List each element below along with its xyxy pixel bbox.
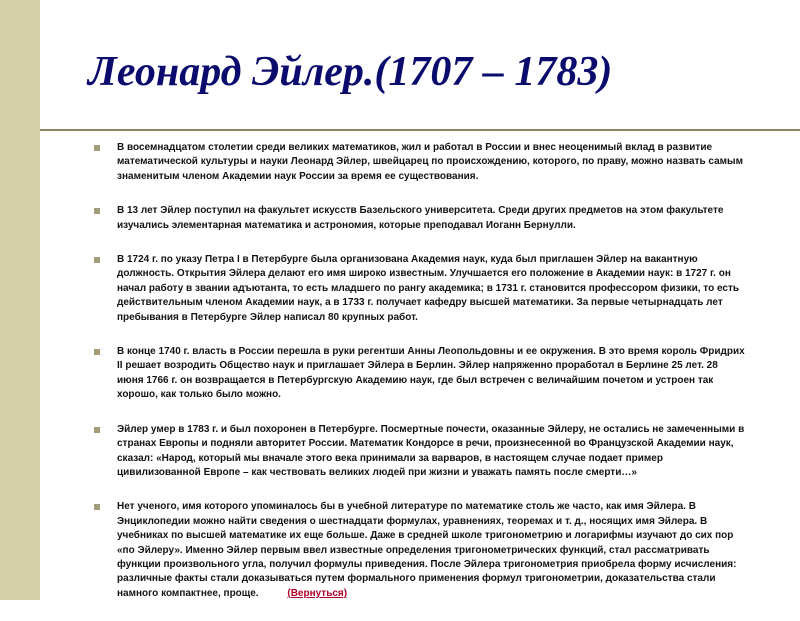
paragraph-text: В конце 1740 г. власть в России перешла в руки регентши Анны Леопольдовны и ее окружения. В это время король Фридрих II решает возродить Общество наук и приглашает Эйлера в Берлин. Эйлер напряженно проработал в Берлине 25 лет. 28 июня 1766 г. он возвращается в Петербургскую Академию наук, где был встречен с величайшим почетом и устроен так хорошо, как только было можно. bbox=[117, 346, 745, 401]
back-link[interactable]: (Вернуться) bbox=[287, 587, 348, 599]
paragraph-intro bbox=[117, 141, 747, 184]
paragraph-text: В восемнадцатом столетии среди великих математиков, жил и работал в России и внес неоценимый вклад в развитие математической культуры и науки Леонард Эйлер, швейцарец по происхождению, которого, по праву, можно назвать самым знаменитым членом Академии наук России за время ее существования. bbox=[117, 142, 743, 182]
bullet-square-icon bbox=[94, 504, 100, 510]
paragraph-text: Эйлер умер в 1783 г. и был похоронен в Петербурге. Посмертные почести, оказанные Эйлеру, не остались не замеченными в странах Европы и подняли авторитет России. Математик Кондорсе в речи, произнесенной во Французской Академии наук, сказал: «Народ, который мы вначале этого века принимали за варваров, в настоящем случае подает пример цивилизованной Европе – как чествовать великих людей при жизни и уважать память после смерти…» bbox=[117, 423, 745, 478]
slide-body bbox=[117, 141, 747, 621]
paragraph-petersburg bbox=[117, 253, 747, 325]
bullet-square-icon bbox=[94, 427, 100, 433]
slide-title: Леонард Эйлер.(1707 – 1783) bbox=[88, 49, 613, 95]
bullet-square-icon bbox=[94, 349, 100, 355]
left-accent-bar bbox=[0, 0, 40, 600]
paragraph-death bbox=[117, 423, 747, 481]
bullet-square-icon bbox=[94, 257, 100, 263]
paragraph-legacy bbox=[117, 500, 747, 601]
paragraph-education bbox=[117, 204, 747, 233]
paragraph-text: В 13 лет Эйлер поступил на факультет искусств Базельского университета. Среди других предметов на этом факультете изучались элементарная математика и астрономия, которые преподавал Иоганн Бернулли. bbox=[117, 205, 724, 231]
paragraph-text: В 1724 г. по указу Петра I в Петербурге была организована Академия наук, куда был приглашен Эйлер на вакантную должность. Открытия Эйлера делают его имя широко известным. Улучшается его положение в Академии наук: в 1727 г. он начал работу в звании адъютанта, то есть младшего по рангу академика; в 1731 г. становится профессором физики, то есть действительным членом Академии наук, а в 1733 г. получает кафедру высшей математики. За первые четырнадцать лет пребывания в Петербурге Эйлер написал 80 крупных работ. bbox=[117, 254, 739, 323]
paragraph-text: Нет ученого, имя которого упоминалось бы в учебной литературе по математике столь же часто, как имя Эйлера. В Энциклопедии можно найти сведения о шестнадцати формулах, уравнениях, теоремах и т. д., носящих имя Эйлера. В учебниках по высшей математике их еще больше. Даже в средней школе тригонометрию и логарифмы изучают до сих пор «по Эйлеру». Именно Эйлер первым ввел известные определения тригонометрических функций, стал рассматривать функции произвольного угла, получил формулы приведения. После Эйлера тригонометрия приобрела форму исчисления: различные факты стали доказываться путем формального применения формул тригонометрии, доказательства стали намного компактнее, проще. bbox=[117, 501, 737, 599]
paragraph-berlin bbox=[117, 345, 747, 403]
bullet-square-icon bbox=[94, 145, 100, 151]
title-divider bbox=[40, 129, 800, 131]
bullet-square-icon bbox=[94, 208, 100, 214]
